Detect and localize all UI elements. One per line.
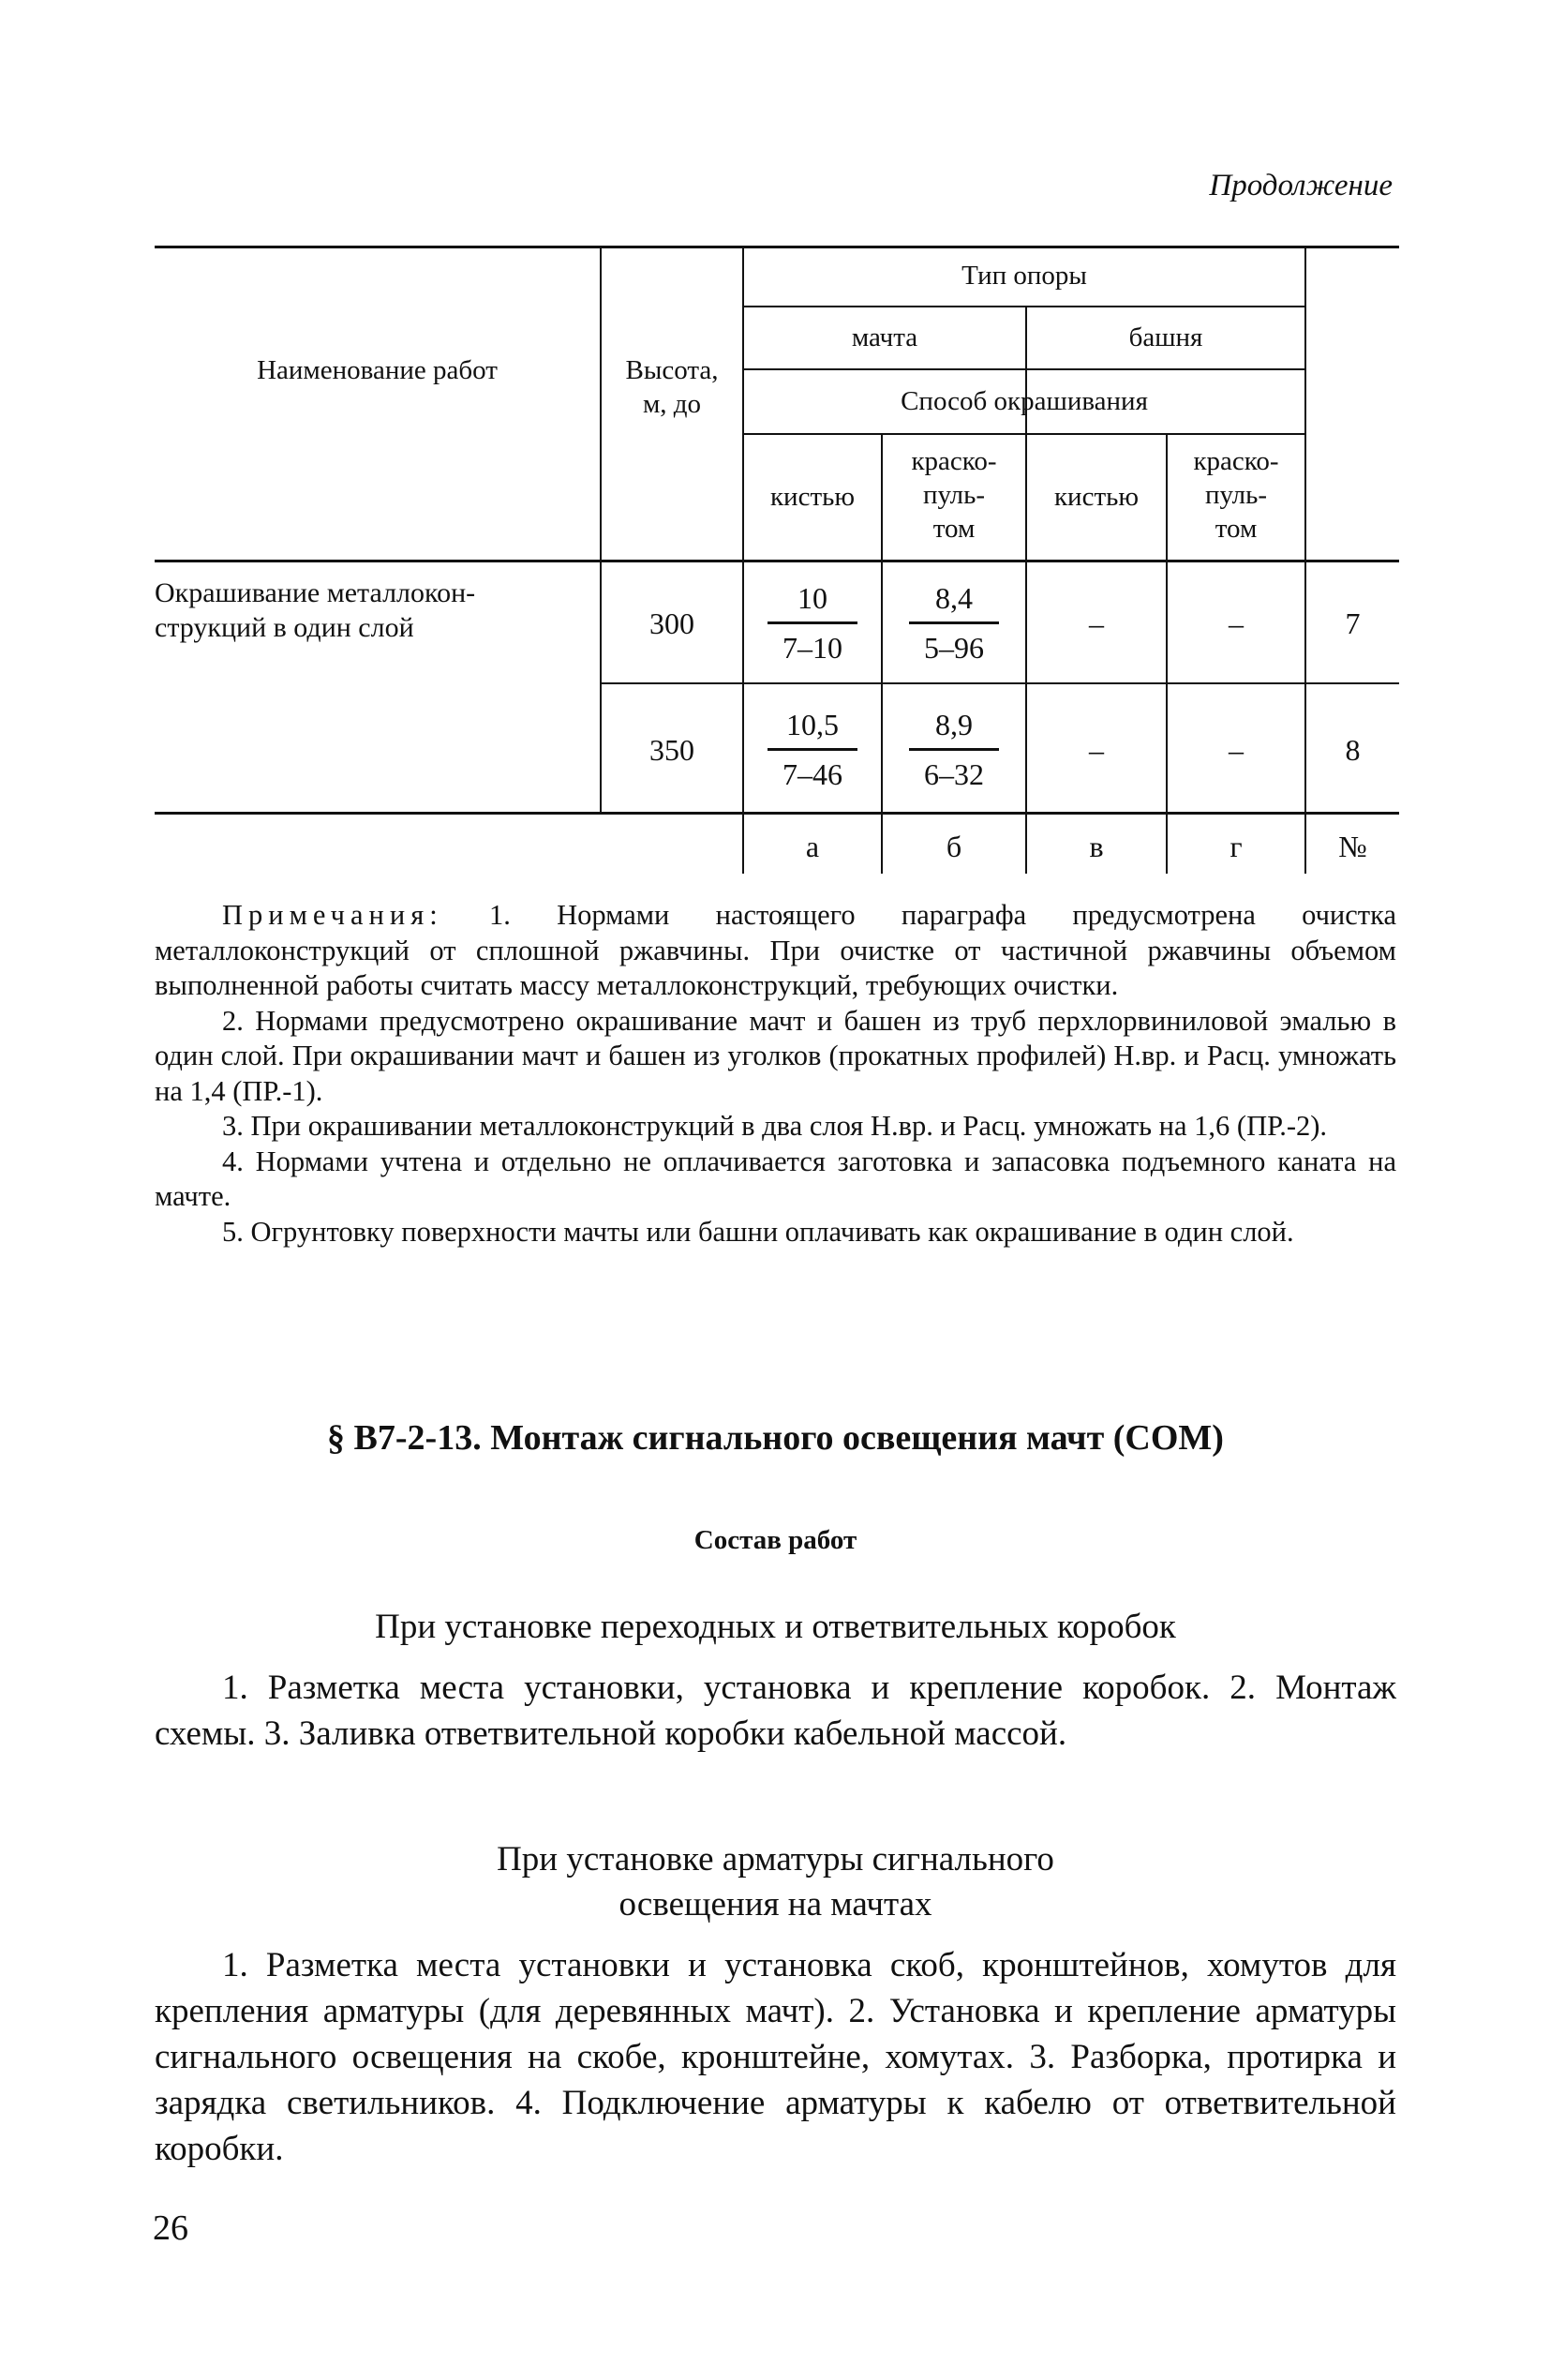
- row1-a-denominator: 7–10: [782, 631, 842, 665]
- row1-no: 7: [1345, 606, 1361, 640]
- header-painting-method: Способ окрашивания: [901, 386, 1148, 416]
- row2-v: –: [1089, 733, 1104, 767]
- note-2: 2. Нормами предусмотрено окрашивание мачт и башен из труб перхлорвиниловой эмалью в один слой. При окрашивании мачт и башен из уголков (прокатных профилей) Н.вр. и Расц. умножать на 1,4 (ПР.-1).: [155, 1004, 1396, 1107]
- rule-under-mast-tower: [742, 368, 1305, 370]
- row-separator: [600, 682, 1399, 684]
- row2-g: –: [1229, 733, 1244, 767]
- note-1: [155, 898, 1396, 1004]
- row2-height: 350: [649, 733, 694, 767]
- header-support-type: Тип опоры: [961, 261, 1087, 291]
- note-1-text: 1. Нормами настоящего параграфа предусмотрена очистка металлоконструкций от сплошной ржавчины. При очистке от частичной ржавчины объемом выполненной работы считать массу металлоконструкций, требующих очистки.: [155, 899, 1397, 1001]
- row1-g: –: [1229, 606, 1244, 640]
- row2-b-denominator: 6–32: [924, 757, 984, 791]
- header-height: Высота, м, до: [625, 355, 719, 419]
- row2-a-numerator: 10,5: [786, 708, 839, 741]
- subheading-boxes: При установке переходных и ответвительных коробок: [375, 1608, 1176, 1646]
- header-sprayer-tower: краско- пуль- том: [1193, 446, 1279, 544]
- row2-a-denominator: 7–46: [782, 757, 842, 791]
- note-5: 5. Огрунтовку поверхности мачты или башни оплачивать как окрашивание в один слой.: [222, 1215, 1294, 1248]
- rule-under-support-type: [742, 306, 1305, 307]
- row1-b-denominator: 5–96: [924, 631, 984, 665]
- notes-block: [155, 898, 1396, 1250]
- paragraph-lighting: 1. Разметка места установки и установка скоб, кронштейнов, хомутов для крепления арматуры (для деревянных мачт). 2. Установка и крепление арматуры сигнального освещения на скобе, кронштейне, хомутах. 3. Разборка, протирка и зарядка светильников. 4. Подключение арматуры к кабелю от ответвительной коробки.: [155, 1946, 1396, 2168]
- col-line-no: [1304, 246, 1306, 874]
- col-line-height: [600, 246, 602, 812]
- row1-a-fraction: [744, 575, 881, 671]
- header-tower: башня: [1128, 322, 1203, 352]
- note-4: 4. Нормами учтена и отдельно не оплачивается заготовка и запасовка подъемного каната на мачте.: [155, 1145, 1396, 1212]
- section-title: § В7-2-13. Монтаж сигнального освещения мачт (СОМ): [327, 1418, 1224, 1458]
- row2-b-numerator: 8,9: [935, 708, 973, 741]
- footer-col-no: №: [1338, 830, 1367, 863]
- footer-col-a: а: [805, 830, 820, 863]
- footer-col-v: в: [1089, 830, 1104, 863]
- header-sprayer-mast: краско- пуль- том: [911, 446, 997, 544]
- row1-b-numerator: 8,4: [935, 581, 973, 615]
- header-bottom-rule: [155, 560, 1399, 562]
- rule-under-method: [742, 433, 1305, 435]
- footer-col-g: г: [1230, 830, 1243, 863]
- row1-b-fraction: [883, 575, 1025, 671]
- body-bottom-rule: [155, 812, 1399, 815]
- continuation-label: Продолжение: [1209, 169, 1393, 202]
- paragraph-boxes: 1. Разметка места установки, установка и крепление коробок. 2. Монтаж схемы. 3. Заливка ответвительной коробки кабельной массой.: [155, 1669, 1396, 1753]
- work-label: Окрашивание металлокон- струкций в один слой: [155, 577, 476, 643]
- row1-a-numerator: 10: [797, 581, 827, 615]
- subheading-lighting: При установке арматуры сигнального освещения на мачтах: [497, 1840, 1054, 1923]
- header-brush-mast: кистью: [769, 482, 856, 512]
- row1-height: 300: [649, 606, 694, 640]
- header-brush-tower: кистью: [1053, 482, 1140, 512]
- header-work-name: Наименование работ: [257, 355, 498, 385]
- page-number: 26: [153, 2208, 188, 2248]
- notes-title: Примечания:: [222, 899, 443, 931]
- composition-title: Состав работ: [693, 1525, 857, 1555]
- row1-v: –: [1089, 606, 1104, 640]
- header-mast: мачта: [851, 322, 918, 352]
- table-top-rule: [155, 246, 1399, 248]
- row2-b-fraction: [883, 701, 1025, 798]
- row2-a-fraction: [744, 701, 881, 798]
- row2-no: 8: [1345, 733, 1361, 767]
- note-3: 3. При окрашивании металлоконструкций в два слоя Н.вр. и Расц. умножать на 1,6 (ПР.-2).: [222, 1110, 1328, 1142]
- footer-col-b: б: [946, 830, 962, 863]
